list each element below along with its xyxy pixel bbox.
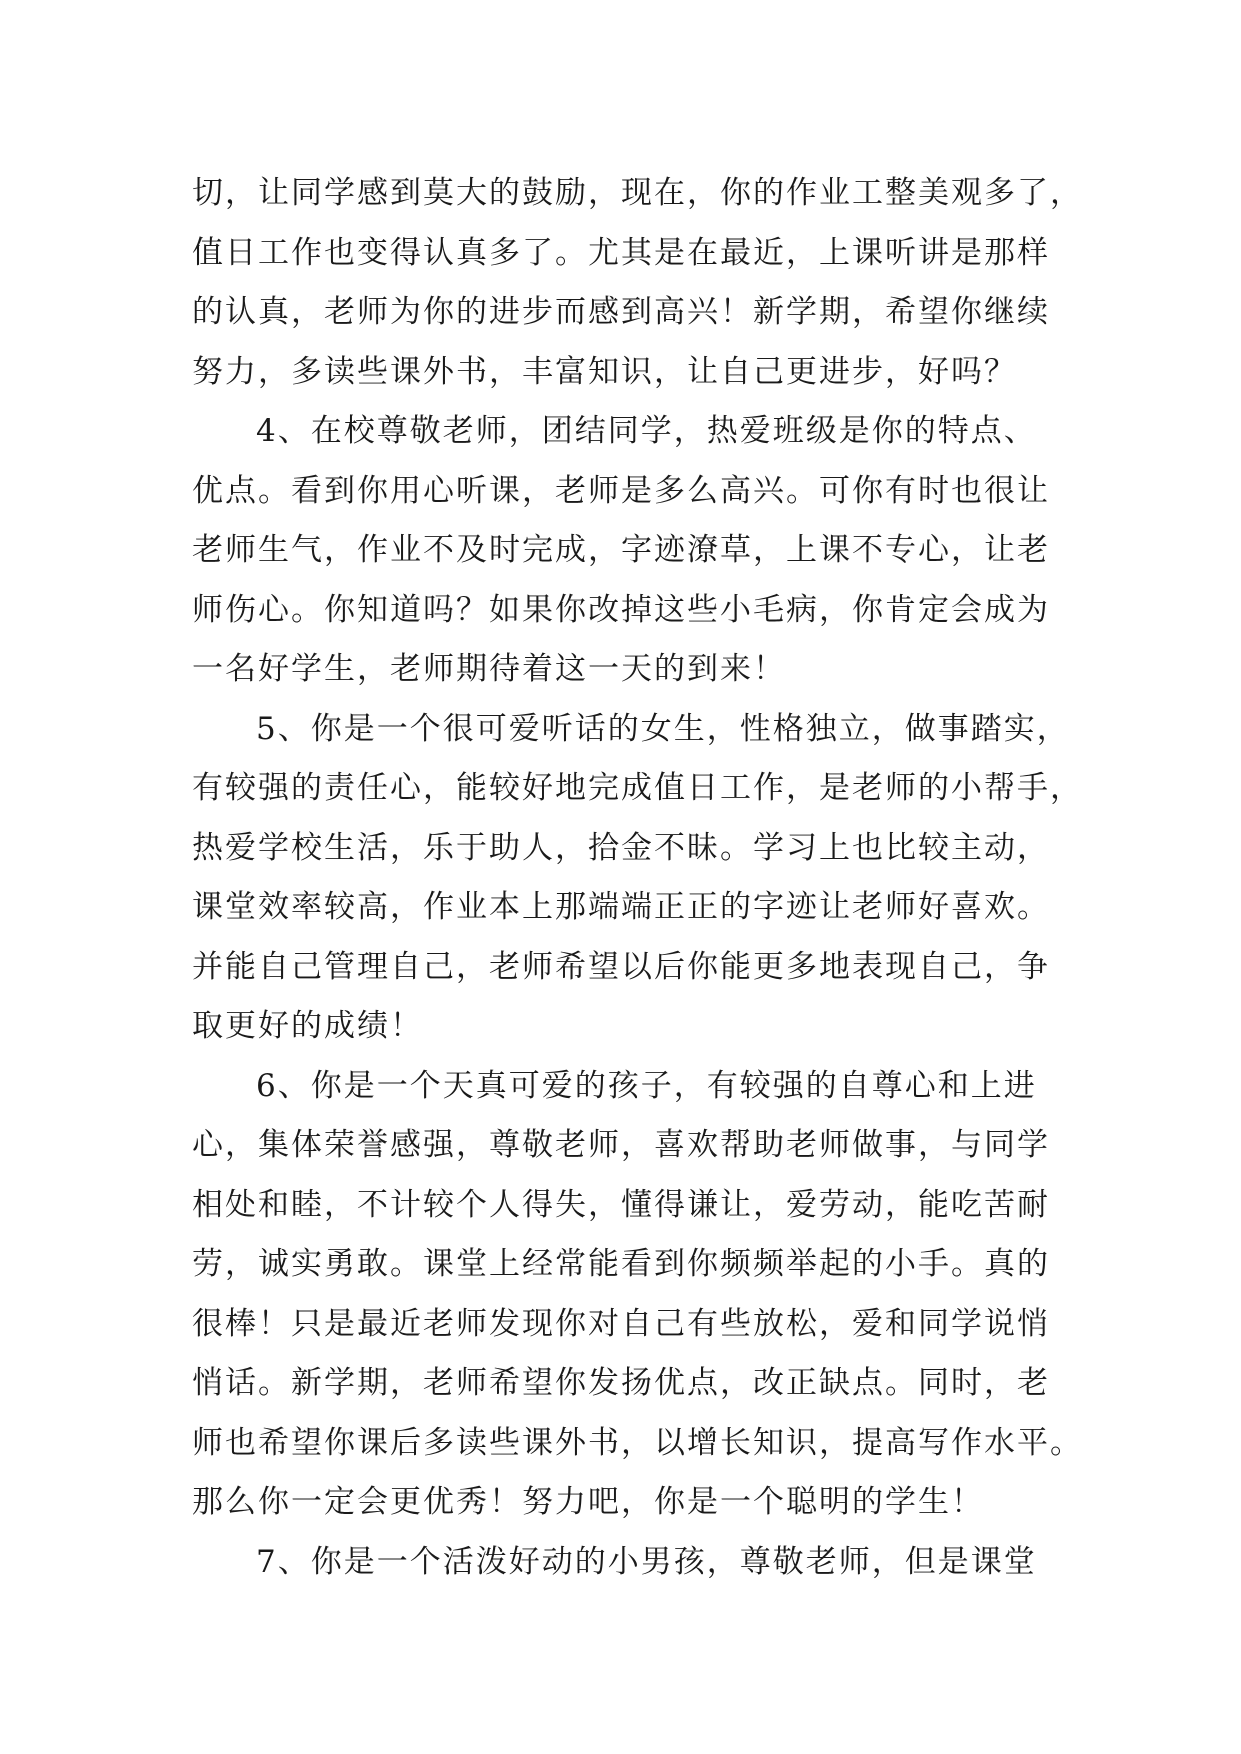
- text-line: 取更好的成绩！: [192, 1008, 423, 1044]
- paragraph-start-line: 7、你是一个活泼好动的小男孩，尊敬老师，但是课堂: [256, 1543, 1037, 1580]
- paragraph-start-line: 4、在校尊敬老师，团结同学，热爱班级是你的特点、: [256, 413, 1037, 449]
- text-line: 努力，多读些课外书，丰富知识，让自己更进步，好吗？: [192, 353, 1017, 390]
- paragraph-start-line: 6、你是一个天真可爱的孩子，有较强的自尊心和上进: [256, 1067, 1037, 1104]
- text-line: 悄话。新学期，老师希望你发扬优点，改正缺点。同时，老: [192, 1365, 1050, 1401]
- text-line: 并能自己管理自己，老师希望以后你能更多地表现自己，争: [192, 948, 1050, 985]
- text-line: 师伤心。你知道吗？如果你改掉这些小毛病，你肯定会成为: [192, 591, 1050, 628]
- text-line: 热爱学校生活，乐于助人，拾金不昧。学习上也比较主动，: [192, 829, 1050, 866]
- text-line: 师也希望你课后多读些课外书，以增长知识，提高写作水平。: [192, 1424, 1083, 1461]
- text-line: 有较强的责任心，能较好地完成值日工作，是老师的小帮手，: [192, 770, 1083, 806]
- text-line: 课堂效率较高，作业本上那端端正正的字迹让老师好喜欢。: [192, 889, 1050, 925]
- text-line: 劳，诚实勇敢。课堂上经常能看到你频频举起的小手。真的: [192, 1246, 1050, 1282]
- text-line: 那么你一定会更优秀！努力吧，你是一个聪明的学生！: [192, 1484, 984, 1520]
- text-line: 心，集体荣誉感强，尊敬老师，喜欢帮助老师做事，与同学: [192, 1127, 1050, 1163]
- text-line: 很棒！只是最近老师发现你对自己有些放松，爱和同学说悄: [192, 1305, 1050, 1342]
- text-line: 老师生气，作业不及时完成，字迹潦草，上课不专心，让老: [192, 532, 1050, 568]
- text-line: 值日工作也变得认真多了。尤其是在最近，上课听讲是那样: [192, 234, 1050, 271]
- paragraph-start-line: 5、你是一个很可爱听话的女生，性格独立，做事踏实，: [256, 710, 1070, 747]
- text-line: 的认真，老师为你的进步而感到高兴！新学期，希望你继续: [192, 294, 1050, 330]
- text-line: 优点。看到你用心听课，老师是多么高兴。可你有时也很让: [192, 472, 1050, 509]
- body-text: [192, 164, 1083, 1592]
- text-line: 一名好学生，老师期待着这一天的到来！: [192, 651, 786, 687]
- text-line: 相处和睦，不计较个人得失，懂得谦让，爱劳动，能吃苦耐: [192, 1186, 1050, 1223]
- text-line: 切，让同学感到莫大的鼓励，现在，你的作业工整美观多了，: [192, 175, 1083, 211]
